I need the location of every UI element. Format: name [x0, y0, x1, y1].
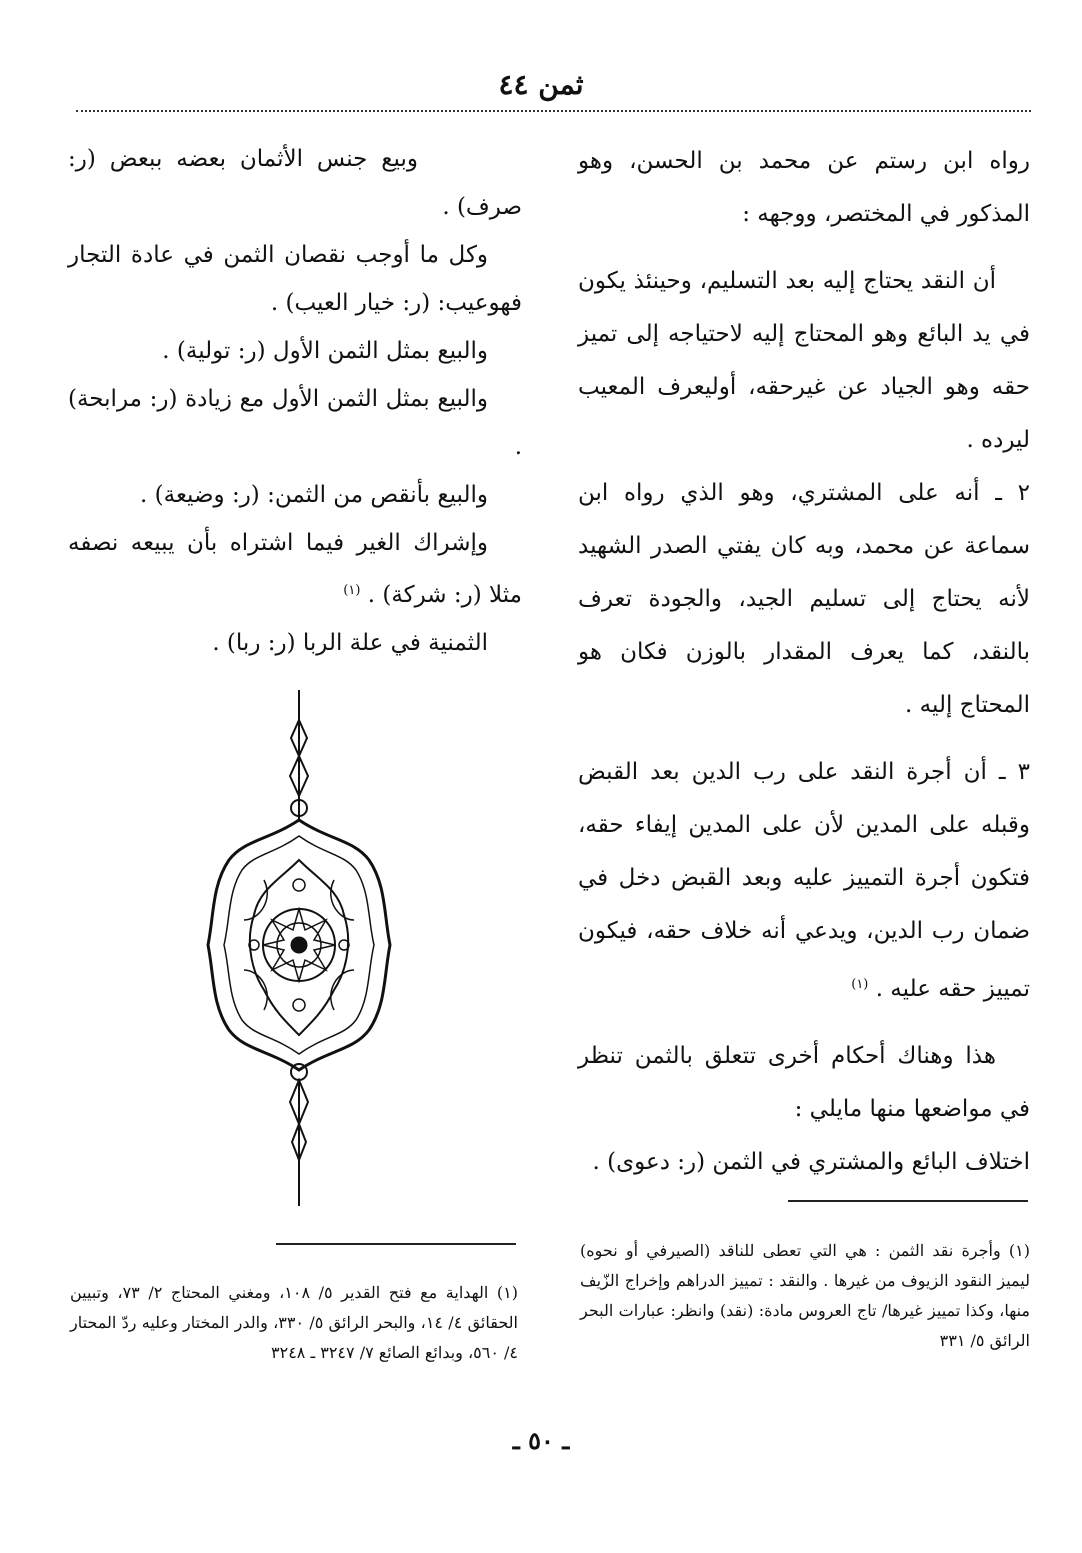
paragraph: اختلاف البائع والمشتري في الثمن (ر: دعوى) . [592, 1149, 1030, 1175]
paragraph: ٣ ـ أن أجرة النقد على رب الدين بعد القبض وقبله على المدين لأن على المدين إيفاء حقه، فتكون أجرة التمييز عليه وبعد القبض دخل في ضمان رب الدين، ويدعي أنه خلاف حقه، فيكون تمييز حقه عليه . $^{(١)}$ [578, 759, 1030, 1002]
footnote-right: (١) وأجرة نقد الثمن : هي التي تعطى للناقد (الصيرفي أو نحوه) ليميز النقود الزيوف من غيرها . والنقد : تمييز الدراهم وإخراج الزّيف منها، وكذا تمييز غيرها/ تاج العروس مادة: (نقد) وانظر: عبارات البحر الرائق ٥/ ٣٣١ [580, 1241, 1031, 1350]
paragraph: والبيع بمثل الثمن الأول مع زيادة (ر: مرابحة) . [68, 386, 522, 460]
footnote-divider [276, 1243, 516, 1245]
paragraph: وإشراك الغير فيما اشتراه بأن يبيعه نصفه مثلا (ر: شركة) . $^{(١)}$ [68, 530, 522, 608]
page-title: ثمن ٤٤ [498, 68, 584, 101]
page-number: ـ ٥٠ ـ [512, 1426, 570, 1455]
footnote-ref: (١) [343, 583, 361, 598]
header-divider [76, 110, 1031, 112]
left-column [68, 135, 522, 667]
paragraph: هذا وهناك أحكام أخرى تتعلق بالثمن تنظر في مواضعها منها مايلي : [578, 1043, 1030, 1122]
paragraph: وبيع جنس الأثمان بعضه ببعض (ر: صرف) . [68, 146, 522, 220]
right-column [578, 135, 1030, 1189]
paragraph: الثمنية في علة الربا (ر: ربا) . [212, 630, 488, 656]
paragraph: ٢ ـ أنه على المشتري، وهو الذي رواه ابن سماعة عن محمد، وبه كان يفتي الصدر الشهيد لأنه يحتاج إلى تسليم الجيد، والجودة تعرف بالنقد، كما يعرف المقدار بالوزن فكان هو المحتاج إليه . [578, 480, 1030, 718]
footnote-ref: (١) [851, 977, 869, 992]
paragraph: والبيع بمثل الثمن الأول (ر: تولية) . [162, 338, 488, 364]
arabesque-ornament-icon [204, 690, 394, 1206]
footnote-left: (١) الهداية مع فتح القدير ٥/ ١٠٨، ومغني المحتاج ٢/ ٧٣، وتبيين الحقائق ٤/ ١٤، والبحر الرائق ٥/ ٣٣٠، والدر المختار وعليه ردّ المحتار ٤/ ٥٦٠، وبدائع الصائع ٧/ ٣٢٤٧ ـ ٣٢٤٨ [70, 1283, 519, 1362]
paragraph: وكل ما أوجب نقصان الثمن في عادة التجار فهوعيب: (ر: خيار العيب) . [68, 242, 522, 316]
paragraph: رواه ابن رستم عن محمد بن الحسن، وهو المذكور في المختصر، ووجهه : [578, 148, 1030, 227]
footnote-divider [788, 1200, 1028, 1202]
paragraph: والبيع بأنقص من الثمن: (ر: وضيعة) . [140, 482, 488, 508]
paragraph: أن النقد يحتاج إليه بعد التسليم، وحينئذ يكون في يد البائع وهو المحتاج إليه لاحتياجه إلى تميز حقه وهو الجياد عن غيرحقه، أوليعرف المعيب ليرده . [578, 268, 1030, 453]
